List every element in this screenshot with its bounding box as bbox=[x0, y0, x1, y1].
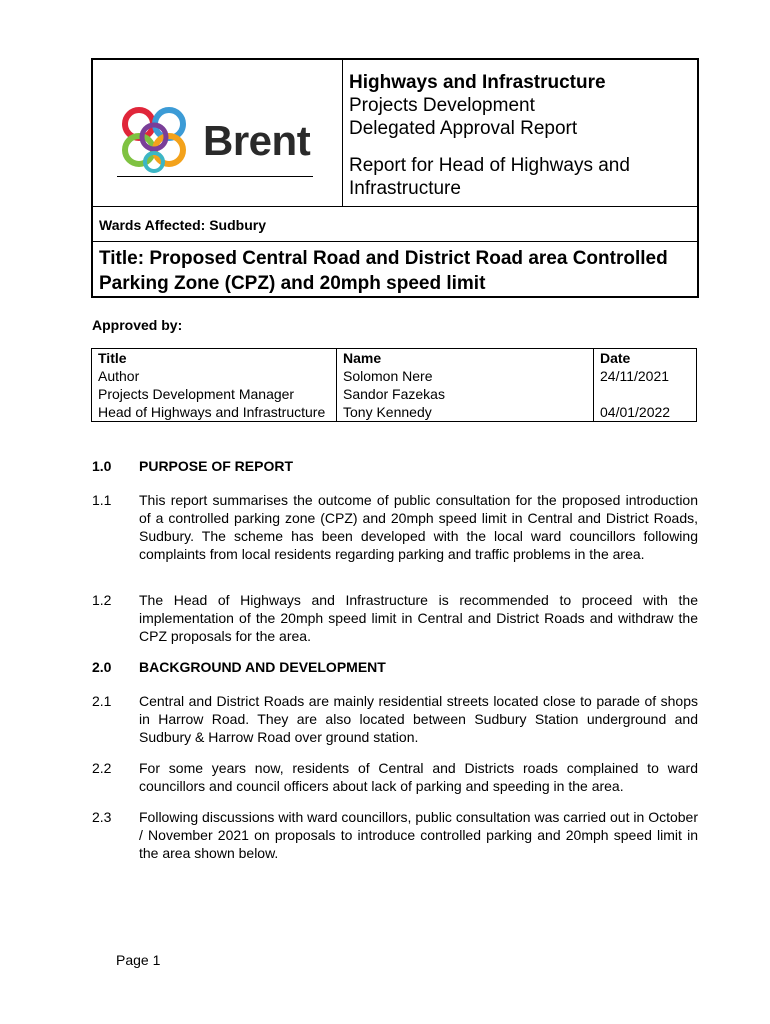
report-for: Report for Head of Highways and Infrastructure bbox=[349, 155, 630, 199]
paragraph-text: This report summarises the outcome of public consultation for the proposed introduction of a controlled parking zone (CPZ) and 20mph speed limit in Central and District Roads, Sudbury. The scheme has been developed with the local ward councillors following complaints from local residents regarding parking and traffic problems in the area. bbox=[139, 492, 698, 562]
approval-table bbox=[91, 348, 697, 422]
logo-divider bbox=[117, 176, 313, 177]
brent-wordmark: Brent bbox=[203, 117, 311, 164]
section-heading: PURPOSE OF REPORT bbox=[139, 458, 294, 474]
paragraph-1-2 bbox=[92, 591, 698, 645]
report-type: Delegated Approval Report bbox=[349, 118, 578, 139]
row-date bbox=[594, 385, 697, 403]
table-row bbox=[92, 385, 697, 403]
paragraph-number: 2.3 bbox=[92, 809, 112, 825]
row-title: Head of Highways and Infrastructure bbox=[92, 403, 337, 422]
paragraph-text: Following discussions with ward councillors, public consultation was carried out in October / November 2021 on proposals to introduce controlled parking and 20mph speed limit in the area shown below. bbox=[139, 809, 698, 861]
row-name: Tony Kennedy bbox=[337, 403, 594, 422]
section-number: 1.0 bbox=[92, 458, 112, 474]
section-number: 2.0 bbox=[92, 659, 112, 675]
col-date-header: Date bbox=[594, 349, 697, 368]
page-number: Page 1 bbox=[116, 952, 161, 968]
brent-logo-icon bbox=[119, 106, 199, 176]
paragraph-1-1 bbox=[92, 491, 698, 563]
row-date: 04/01/2022 bbox=[594, 403, 697, 422]
paragraph-text: The Head of Highways and Infrastructure is recommended to proceed with the implementation of the 20mph speed limit in Central and District Roads and withdraw the CPZ proposals for the area. bbox=[139, 592, 698, 644]
wards-value: : Sudbury bbox=[200, 217, 266, 233]
paragraph-2-3 bbox=[92, 808, 698, 862]
report-title-block bbox=[349, 72, 689, 200]
document-title: Title: Proposed Central Road and District Road area Controlled Parking Zone (CPZ) and 20mph speed limit bbox=[99, 248, 668, 294]
department-subtitle: Projects Development bbox=[349, 95, 535, 116]
paragraph-number: 1.2 bbox=[92, 592, 112, 608]
row-title: Projects Development Manager bbox=[92, 385, 337, 403]
table-header-row bbox=[92, 349, 697, 368]
row-title: Author bbox=[92, 367, 337, 385]
wards-label: Wards Affected bbox=[99, 217, 201, 233]
paragraph-text: For some years now, residents of Central and Districts roads complained to ward councillors and council officers about lack of parking and speeding in the area. bbox=[139, 760, 698, 794]
approved-by-label: Approved by: bbox=[92, 317, 183, 333]
wards-affected bbox=[93, 206, 697, 242]
section-1-heading bbox=[92, 457, 698, 475]
section-heading: BACKGROUND AND DEVELOPMENT bbox=[139, 659, 386, 675]
paragraph-2-1 bbox=[92, 692, 698, 746]
section-2-heading bbox=[92, 658, 698, 676]
table-row bbox=[92, 403, 697, 422]
row-date: 24/11/2021 bbox=[594, 367, 697, 385]
paragraph-number: 2.1 bbox=[92, 693, 112, 709]
paragraph-2-2 bbox=[92, 759, 698, 795]
col-name-header: Name bbox=[337, 349, 594, 368]
col-title-header: Title bbox=[92, 349, 337, 368]
row-name: Solomon Nere bbox=[337, 367, 594, 385]
paragraph-number: 1.1 bbox=[92, 492, 112, 508]
report-header bbox=[91, 58, 699, 298]
paragraph-text: Central and District Roads are mainly residential streets located close to parade of shops in Harrow Road. They are also located between Sudbury Station underground and Sudbury & Harrow Road over ground station. bbox=[139, 693, 698, 745]
table-row bbox=[92, 367, 697, 385]
department-name: Highways and Infrastructure bbox=[349, 72, 606, 93]
row-name: Sandor Fazekas bbox=[337, 385, 594, 403]
paragraph-number: 2.2 bbox=[92, 760, 112, 776]
logo-cell bbox=[93, 60, 343, 206]
